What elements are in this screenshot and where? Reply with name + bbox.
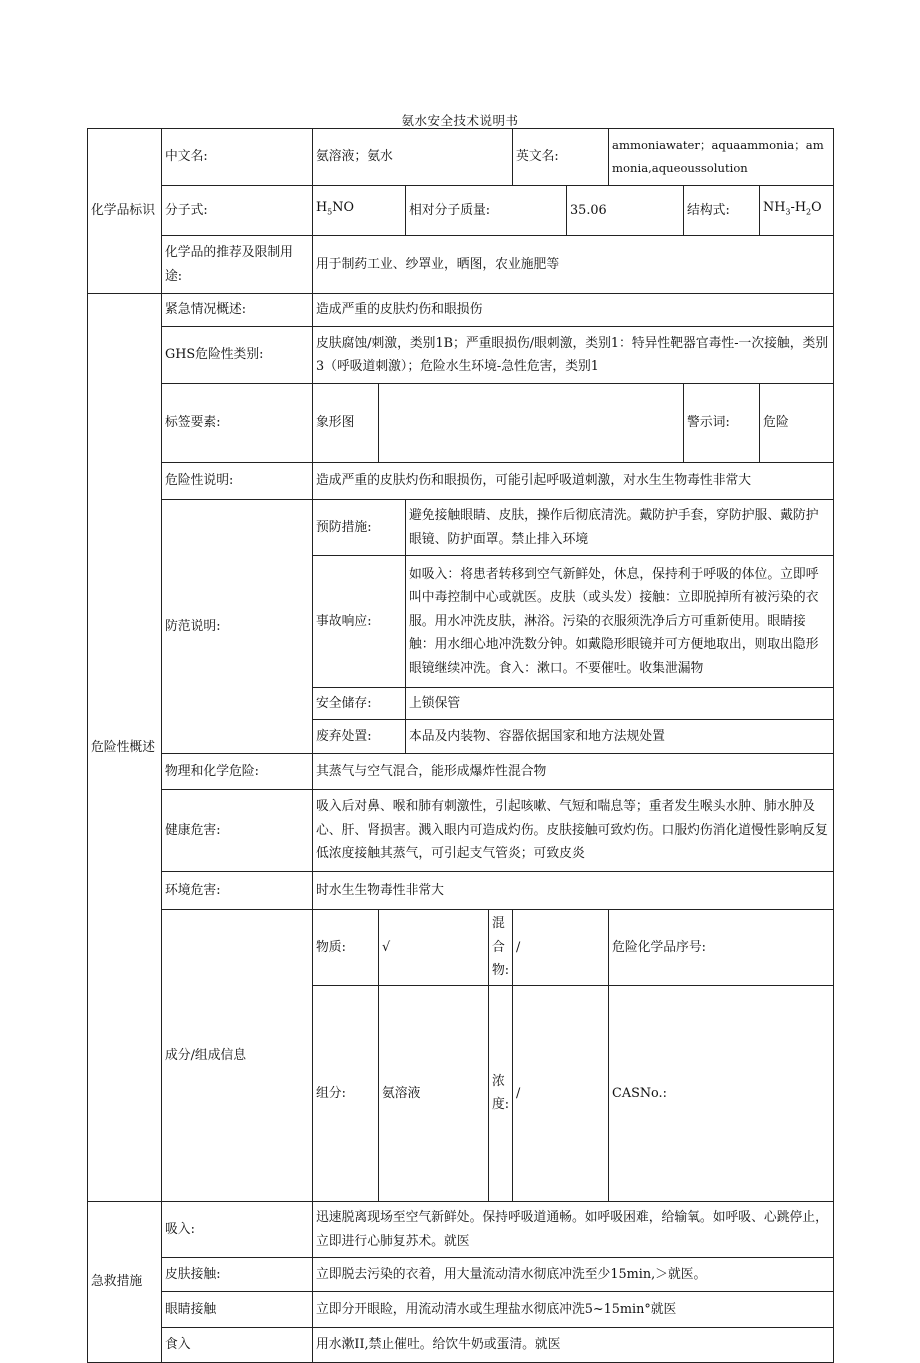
structure-part: O	[811, 200, 822, 216]
hazard-statement-value: 造成严重的皮肤灼伤和眼损伤，可能引起呼吸道刺激，对水生生物毒性非常大	[313, 463, 834, 500]
eye-contact-label: 眼睛接触	[162, 1292, 313, 1328]
mixture-label: 混合物:	[489, 910, 513, 986]
emergency-value: 造成严重的皮肤灼伤和眼损伤	[313, 294, 834, 327]
document-title: 氨水安全技术说明书	[401, 113, 519, 128]
physchem-value: 其蒸气与空气混合，能形成爆炸性混合物	[313, 754, 834, 790]
precaution-label: 防范说明:	[162, 500, 313, 754]
eye-contact-value: 立即分开眼睑，用流动清水或生理盐水彻底冲洗5~15min°就医	[313, 1292, 834, 1328]
cn-name-value: 氨溶液；氨水	[313, 129, 513, 186]
section-first-aid: 急救措施	[88, 1202, 162, 1363]
disposal-value: 本品及内装物、容器依据国家和地方法规处置	[406, 720, 834, 754]
section-composition: 成分/组成信息	[162, 910, 313, 1202]
ingestion-label: 食入	[162, 1328, 313, 1363]
structure-subscript: 2	[805, 208, 812, 218]
label-elements-label: 标签要素:	[162, 384, 313, 463]
formula-part: H	[316, 200, 328, 216]
formula-label: 分子式:	[162, 186, 313, 236]
pictogram-label: 象形图	[313, 384, 379, 463]
mixture-value: /	[513, 910, 609, 986]
health-label: 健康危害:	[162, 790, 313, 872]
en-name-label: 英文名:	[513, 129, 609, 186]
cas-label: CASNo.:	[609, 985, 834, 1202]
environment-label: 环境危害:	[162, 872, 313, 910]
emergency-label: 紧急情况概述:	[162, 294, 313, 327]
physchem-label: 物理和化学危险:	[162, 754, 313, 790]
disposal-label: 废弃处置:	[313, 720, 406, 754]
health-value: 吸入后对鼻、喉和肺有刺激性，引起咳嗽、气短和喘息等；重者发生喉头水肿、肺水肿及心、肝、肾损害。溅入眼内可造成灼伤。皮肤接触可致灼伤。口服灼伤消化道慢性影响反复低浓度接触其蒸气，可引起支气管炎；可致皮炎	[313, 790, 834, 872]
structure-value	[760, 186, 834, 236]
storage-label: 安全储存:	[313, 688, 406, 720]
concentration-label: 浓度:	[489, 985, 513, 1202]
substance-value: √	[379, 910, 489, 986]
environment-value: 时水生生物毒性非常大	[313, 872, 834, 910]
prevention-label: 预防措施:	[313, 500, 406, 556]
section-identification: 化学品标识	[88, 129, 162, 294]
substance-label: 物质:	[313, 910, 379, 986]
use-value: 用于制药工业、纱罩业，晒图，农业施肥等	[313, 236, 834, 294]
formula-part: NO	[332, 200, 354, 216]
response-label: 事故响应:	[313, 556, 406, 688]
signal-word-label: 警示词:	[684, 384, 760, 463]
use-label: 化学品的推荐及限制用途:	[162, 236, 313, 294]
msds-table	[87, 128, 834, 1363]
ingestion-value: 用水漱II,禁止催吐。给饮牛奶或蛋清。就医	[313, 1328, 834, 1363]
cn-name-label: 中文名:	[162, 129, 313, 186]
formula-value	[313, 186, 406, 236]
signal-word-value: 危险	[760, 384, 834, 463]
structure-subscript: 3	[785, 208, 791, 218]
hazard-statement-label: 危险性说明:	[162, 463, 313, 500]
structure-label: 结构式:	[684, 186, 760, 236]
prevention-value: 避免接触眼睛、皮肤，操作后彻底清洗。戴防护手套，穿防护服、戴防护眼镜、防护面罩。禁止排入环境	[406, 500, 834, 556]
inhalation-label: 吸入:	[162, 1202, 313, 1258]
ghs-label: GHS危险性类别:	[162, 327, 313, 384]
en-name-value: ammoniawater；aquaammonia；ammonia,aqueoussolution	[609, 129, 834, 186]
skin-contact-label: 皮肤接触:	[162, 1258, 313, 1292]
response-value: 如吸入：将患者转移到空气新鲜处，休息，保持利于呼吸的体位。立即呼叫中毒控制中心或就医。皮肤（或头发）接触：立即脱掉所有被污染的衣服。用水冲洗皮肤，淋浴。污染的衣服须洗净后方可重新使用。眼睛接触：用水细心地冲洗数分钟。如戴隐形眼镜并可方便地取出，则取出隐形眼镜继续冲洗。食入：漱口。不要催吐。收集泄漏物	[406, 556, 834, 688]
pictogram-area	[379, 384, 684, 463]
structure-part: -H	[790, 200, 806, 216]
component-value: 氨溶液	[379, 985, 489, 1202]
section-hazards: 危险性概述	[88, 294, 162, 1202]
mw-value: 35.06	[567, 186, 684, 236]
component-label: 组分:	[313, 985, 379, 1202]
skin-contact-value: 立即脱去污染的衣着，用大量流动清水彻底冲洗至少15min,＞就医。	[313, 1258, 834, 1292]
inhalation-value: 迅速脱离现场至空气新鲜处。保持呼吸道通畅。如呼吸困难，给输氧。如呼吸、心跳停止，立即进行心肺复苏术。就医	[313, 1202, 834, 1258]
formula-subscript: 5	[327, 208, 333, 218]
concentration-value: /	[513, 985, 609, 1202]
catalog-number-label: 危险化学品序号:	[609, 910, 834, 986]
storage-value: 上锁保管	[406, 688, 834, 720]
mw-label: 相对分子质量:	[406, 186, 567, 236]
structure-part: NH	[763, 200, 786, 216]
ghs-value: 皮肤腐蚀/刺激，类别1B；严重眼损伤/眼刺激，类别1：特异性靶器官毒性-一次接触，类别3（呼吸道刺激）；危险水生环境-急性危害，类别1	[313, 327, 834, 384]
